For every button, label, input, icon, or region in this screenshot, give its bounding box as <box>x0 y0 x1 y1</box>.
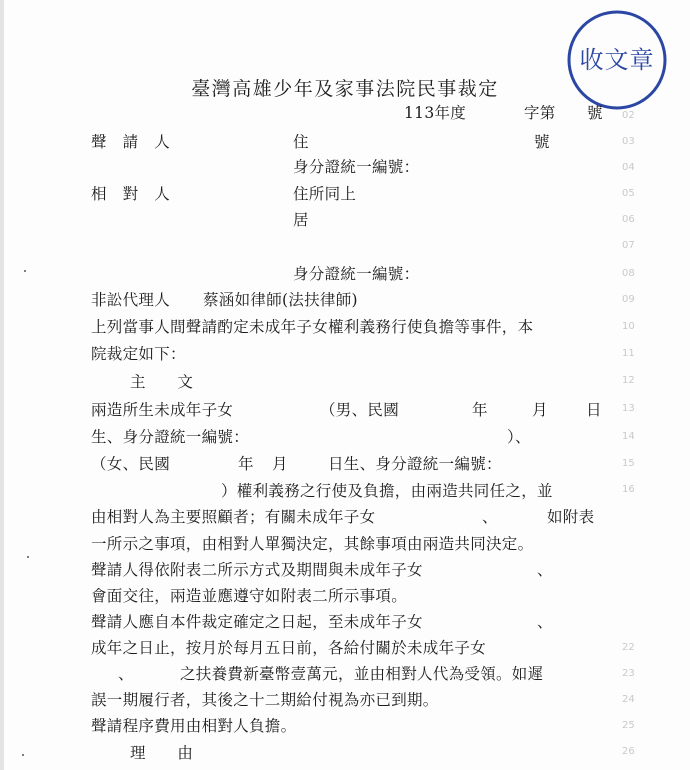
main-p1-d: 月 <box>532 401 548 419</box>
line-number: 23 <box>622 668 635 679</box>
line-number: 16 <box>622 484 635 495</box>
line-number: 11 <box>622 348 635 359</box>
case-hao: 號 <box>587 104 603 122</box>
line-number: 03 <box>622 136 635 147</box>
section-heading-main: 主 文 <box>130 373 194 391</box>
main-p12: 誤一期履行者，其後之十二期給付視為亦已到期。 <box>91 691 439 709</box>
main-p13: 聲請程序費用由相對人負擔。 <box>91 717 297 735</box>
stamp-text: 收文章 <box>579 46 655 74</box>
line-number: 13 <box>622 403 635 414</box>
main-p8: 會面交往，兩造並應遵守如附表二所示事項。 <box>91 587 408 605</box>
line-number: 26 <box>622 746 635 757</box>
agent-label: 非訟代理人 <box>91 291 171 309</box>
main-p9-a: 聲請人應自本件裁定確定之日起，至未成年子女 <box>91 613 423 631</box>
case-year: 113年度 <box>404 104 467 122</box>
applicant-label: 聲 請 人 <box>91 133 171 151</box>
agent-name: 蔡涵如律師(法扶律師) <box>203 291 358 309</box>
main-p6: 一所示之事項，由相對人單獨決定，其餘事項由兩造共同決定。 <box>91 535 534 553</box>
main-p11-b: 之扶養費新臺幣壹萬元，並由相對人代為受領。如遲 <box>180 665 544 683</box>
applicant-address: 住 <box>293 133 309 151</box>
respondent-residence: 居 <box>293 211 309 229</box>
section-heading-reason: 理 由 <box>130 744 194 762</box>
main-p7-b: 、 <box>537 561 553 579</box>
line-number: 04 <box>622 162 635 173</box>
main-p5-b: 、 <box>482 508 498 526</box>
line-number: 24 <box>622 694 635 705</box>
line-number: 14 <box>622 431 635 442</box>
document-title: 臺灣高雄少年及家事法院民事裁定 <box>191 78 499 100</box>
case-zi: 字第 <box>524 104 556 122</box>
line-number: 10 <box>622 321 635 332</box>
main-p1-a: 兩造所生未成年子女 <box>91 401 234 419</box>
page-edge <box>0 0 4 770</box>
main-p1-c: 年 <box>472 401 488 419</box>
scan-speck <box>22 754 24 756</box>
main-p1-e: 日 <box>586 401 602 419</box>
line-number: 25 <box>622 720 635 731</box>
main-p1-b: （男、民國 <box>320 401 400 419</box>
main-p11-a: 、 <box>118 665 134 683</box>
main-p7-a: 聲請人得依附表二所示方式及期間與未成年子女 <box>91 561 423 579</box>
line-number: 15 <box>622 458 635 469</box>
line-number: 02 <box>622 110 635 121</box>
main-p5-a: 由相對人為主要照顧者；有關未成年子女 <box>91 508 376 526</box>
main-p5-c: 如附表 <box>547 508 595 526</box>
main-p3-d: 日生、身分證統一編號： <box>328 455 502 473</box>
main-p3-c: 月 <box>272 455 288 473</box>
line-number: 22 <box>622 642 635 653</box>
intro-line-2: 院裁定如下： <box>91 345 186 363</box>
main-p3-b: 年 <box>238 455 254 473</box>
respondent-address: 住所同上 <box>293 185 357 203</box>
line-number: 09 <box>622 294 635 305</box>
main-p4: ）權利義務之行使及負擔，由兩造共同任之，並 <box>221 482 553 500</box>
main-p2-b: ）、 <box>507 428 531 446</box>
line-number: 12 <box>622 375 635 386</box>
line-number: 08 <box>622 268 635 279</box>
line-number: 06 <box>622 214 635 225</box>
main-p2-a: 生、身分證統一編號： <box>91 428 250 446</box>
scan-speck <box>27 556 29 558</box>
line-number: 07 <box>622 240 635 251</box>
scan-speck <box>24 270 26 272</box>
respondent-id: 身分證統一編號： <box>293 265 420 283</box>
main-p9-b: 、 <box>537 613 553 631</box>
respondent-label: 相 對 人 <box>91 185 171 203</box>
line-number: 05 <box>622 188 635 199</box>
applicant-id: 身分證統一編號： <box>293 158 420 176</box>
main-p10: 成年之日止，按月於每月五日前，各給付關於未成年子女 <box>91 639 487 657</box>
intro-line-1: 上列當事人間聲請酌定未成年子女權利義務行使負擔等事件，本 <box>91 318 534 336</box>
applicant-address-no: 號 <box>534 133 550 151</box>
main-p3-a: （女、民國 <box>91 455 171 473</box>
